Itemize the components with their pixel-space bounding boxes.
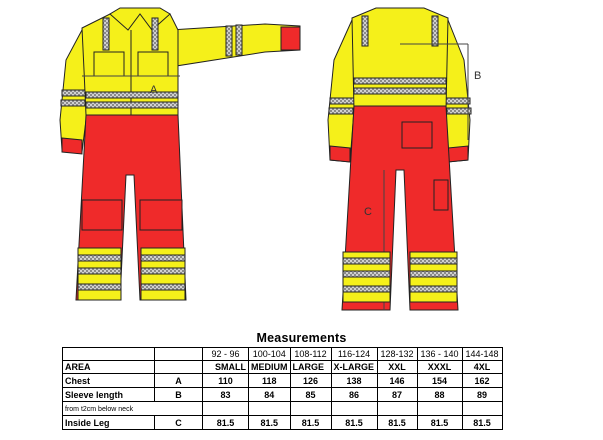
size-name: SMALL xyxy=(203,361,249,374)
size-range: 108-112 xyxy=(290,348,331,361)
size-range: 128-132 xyxy=(377,348,417,361)
back-view xyxy=(328,8,471,310)
measure-value: 81.5 xyxy=(249,416,291,430)
front-left-sleeve-band-2 xyxy=(61,100,85,106)
measure-value: 146 xyxy=(377,374,417,388)
front-chest-pocket-left xyxy=(94,52,124,76)
measurements-table xyxy=(62,347,503,430)
size-name: X-LARGE xyxy=(331,361,377,374)
front-right-cuff xyxy=(281,27,300,50)
table-row-sleeve xyxy=(63,388,503,402)
size-name: 4XL xyxy=(462,361,502,374)
front-waist-band-1 xyxy=(86,92,178,98)
table-row-sleeve-note xyxy=(63,402,503,416)
measure-value: 81.5 xyxy=(462,416,502,430)
front-right-sleeve-band-2 xyxy=(236,25,242,55)
size-range: 100-104 xyxy=(249,348,291,361)
area-label: Sleeve length xyxy=(63,388,155,402)
measure-value: 81.5 xyxy=(331,416,377,430)
area-label: Inside Leg xyxy=(63,416,155,430)
area-code: A xyxy=(155,374,203,388)
size-range: 92 - 96 xyxy=(203,348,249,361)
front-left-sleeve-band-1 xyxy=(62,90,86,96)
front-shoulder-band-1 xyxy=(103,18,109,50)
front-waist-band-2 xyxy=(86,102,178,108)
measure-value: 110 xyxy=(203,374,249,388)
size-range: 136 - 140 xyxy=(417,348,462,361)
front-chest-pocket-right xyxy=(138,52,168,76)
size-name: MEDIUM xyxy=(249,361,291,374)
table-row-inside-leg xyxy=(63,416,503,430)
area-header: AREA xyxy=(63,361,155,374)
back-waist-band-1 xyxy=(354,78,446,84)
measure-value: 118 xyxy=(249,374,291,388)
measure-value: 138 xyxy=(331,374,377,388)
back-waist-band-2 xyxy=(354,88,446,94)
measure-value: 86 xyxy=(331,388,377,402)
table-row-chest xyxy=(63,374,503,388)
size-name: XXXL xyxy=(417,361,462,374)
area-code: B xyxy=(155,388,203,402)
measure-value: 162 xyxy=(462,374,502,388)
sleeve-note: from t2cm below neck xyxy=(63,402,203,416)
back-point-label: B xyxy=(474,70,482,82)
table-title: Measurements xyxy=(256,331,347,345)
measure-value: 81.5 xyxy=(417,416,462,430)
front-knee-pad-right xyxy=(140,200,182,230)
header-row-sizes xyxy=(63,361,503,374)
measure-value: 83 xyxy=(203,388,249,402)
size-range: 144-148 xyxy=(462,348,502,361)
measure-value: 87 xyxy=(377,388,417,402)
front-view xyxy=(60,8,300,300)
measure-value: 89 xyxy=(462,388,502,402)
front-point-label: A xyxy=(150,84,158,96)
measure-value: 81.5 xyxy=(377,416,417,430)
size-name: XXL xyxy=(377,361,417,374)
front-shoulder-band-2 xyxy=(152,18,158,50)
back-leg-pocket xyxy=(434,180,448,210)
measure-value: 81.5 xyxy=(290,416,331,430)
size-name: LARGE xyxy=(290,361,331,374)
measure-value: 126 xyxy=(290,374,331,388)
front-left-cuff xyxy=(62,138,82,154)
front-knee-pad-left xyxy=(82,200,122,230)
measure-value: 84 xyxy=(249,388,291,402)
back-pocket xyxy=(402,122,432,148)
front-right-sleeve-band-1 xyxy=(226,26,232,56)
measure-value: 154 xyxy=(417,374,462,388)
area-code: C xyxy=(155,416,203,430)
measure-value: 88 xyxy=(417,388,462,402)
size-range: 116-124 xyxy=(331,348,377,361)
measure-value: 85 xyxy=(290,388,331,402)
area-label: Chest xyxy=(63,374,155,388)
leg-point-label: C xyxy=(364,206,372,218)
measure-value: 81.5 xyxy=(203,416,249,430)
header-row-ranges xyxy=(63,348,503,361)
